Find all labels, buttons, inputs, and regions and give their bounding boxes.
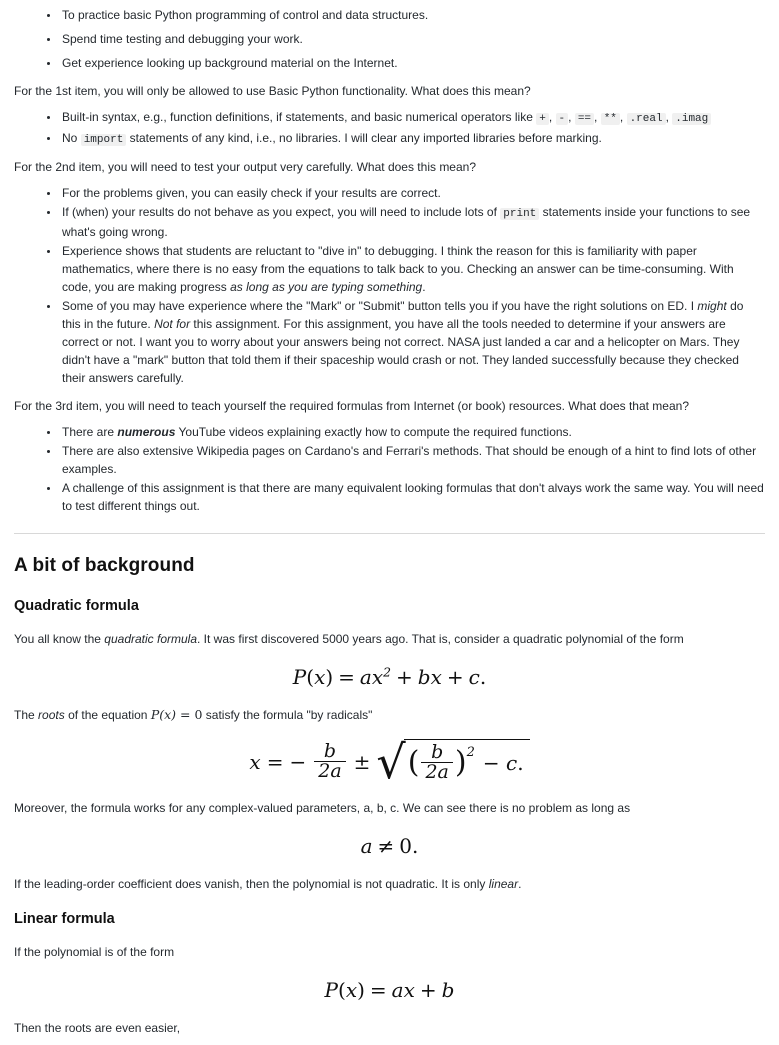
list-item xyxy=(60,423,765,441)
bullet-text-cont: YouTube videos explaining exactly how to compute the required functions. xyxy=(178,424,572,439)
item3-lead xyxy=(14,397,765,415)
emphasis-text: linear xyxy=(488,877,519,892)
paragraph-text: The xyxy=(14,707,35,722)
equation-quadratic-polynomial: $P(x) = ax^2$ + bx + c. xyxy=(292,664,487,689)
code-operator-equals: == xyxy=(575,113,594,125)
list-item xyxy=(60,442,765,478)
bullet-text-cont: do this in the future. xyxy=(62,298,744,331)
intro-bullet-list xyxy=(14,6,765,72)
list-item xyxy=(60,479,765,515)
quadratic-intro xyxy=(14,630,765,648)
paragraph-text: You all know the xyxy=(14,631,101,646)
emphasis-text: roots xyxy=(38,707,65,722)
paragraph-text: For the 3rd item, you will need to teach yourself the required formulas from Internet (or book) resources. What does that mean? xyxy=(14,398,689,413)
code-operator-minus: - xyxy=(556,113,569,125)
item2-bullet-list xyxy=(14,184,765,387)
list-item xyxy=(60,129,765,149)
bullet-text: Experience shows that students are reluctant to "dive in" to debugging. I think the reason for this is familiarity with paper mathematics, where there is no easy from the equations to talk back to you. Checking an answer can be time-consuming. With code, you are making progress xyxy=(62,243,734,294)
list-item: • Built-in syntax, e.g., function definitions, if statements, and basic numerical operators like + , - , == , ** , .real , .imag xyxy=(60,108,765,128)
emphasis-text: as long as you are typing something xyxy=(230,279,423,294)
bullet-text: Get experience looking up background material on the Internet. xyxy=(62,56,398,70)
code-operator-power: ** xyxy=(601,113,620,125)
quadratic-heading: Quadratic formula xyxy=(14,598,139,614)
bullet-text-cont: statements of any kind, i.e., no libraries. I will clear any imported libraries before marking. xyxy=(129,130,602,145)
code-operator-plus: + xyxy=(536,113,549,125)
paragraph-text: If the polynomial is of the form xyxy=(14,945,175,960)
bullet-text-cont2: this assignment. For this assignment, you have all the tools needed to determine if your answers are correct or not. I want you to worry about your answers being not correct. NASA just landed a car and a helicopter on Mars. They didn't have a "mark" button that told them if their spaceship would crash or not. They landed successfully because they checked their answers carefully. xyxy=(62,316,740,385)
linear-intro xyxy=(14,943,765,961)
emphasis-text: quadratic formula xyxy=(104,631,198,646)
list-item xyxy=(60,6,765,24)
paragraph-text: Then the roots are even easier, xyxy=(14,1021,181,1036)
document-page xyxy=(0,6,779,1037)
equation-quadratic-formula: x = − $\frac{b}{2a}$ ± √ ( $\frac{b}{2a}$ ) 2 − c. xyxy=(14,739,765,786)
bullet-text-cont: . xyxy=(422,279,426,294)
bullet-text: If (when) your results do not behave as you expect, you will need to include lots of xyxy=(62,205,497,219)
list-item xyxy=(60,203,765,241)
quadratic-complex-note xyxy=(14,799,765,817)
quadratic-degenerate-note xyxy=(14,875,765,893)
bullet-text: There are xyxy=(62,424,115,439)
linear-heading: Linear formula xyxy=(14,911,115,928)
list-item xyxy=(60,184,765,202)
paragraph-text-cont2: satisfy the formula "by radicals" xyxy=(205,707,373,722)
bullet-text: No xyxy=(62,130,78,145)
bullet-text-cont: statements inside your functions to see what's going wrong. xyxy=(62,205,751,239)
paragraph-text: If the leading-order coefficient does vanish, then the polynomial is not quadratic. It is only xyxy=(14,877,486,892)
paragraph-text: Moreover, the formula works for any complex-valued parameters, a, b, c. We can see there is no problem as long as xyxy=(14,801,631,816)
linear-roots-text xyxy=(14,1019,765,1037)
list-item xyxy=(60,297,765,387)
bullet-text: Some of you may have experience where the "Mark" or "Submit" button tells you if you have the right solutions on ED. I xyxy=(62,298,695,313)
page-title: A bit of background xyxy=(14,554,195,576)
list-item xyxy=(60,30,765,48)
inline-equation: P(x) = 0 xyxy=(150,706,203,722)
paragraph-text: For the 2nd item, you will need to test your output very carefully. What does this mean? xyxy=(14,160,477,174)
item3-bullet-list xyxy=(14,423,765,515)
list-item xyxy=(60,242,765,296)
code-attr-real: .real xyxy=(627,113,666,125)
equation-a-nonzero: a ≠ 0. xyxy=(360,834,419,859)
emphasis-text: numerous xyxy=(117,424,176,439)
bullet-text: A challenge of this assignment is that there are many equivalent looking formulas that don't alvays work the same way. You will need to test different things out. xyxy=(62,480,764,513)
item1-lead xyxy=(14,82,765,100)
paragraph-text-cont: . xyxy=(518,877,522,892)
code-function-print: print xyxy=(500,208,539,220)
code-attr-imag: .imag xyxy=(672,113,711,125)
bullet-text: Spend time testing and debugging your work. xyxy=(62,32,303,46)
list-item xyxy=(60,54,765,72)
item2-lead xyxy=(14,158,765,176)
bullet-text: There are also extensive Wikipedia pages on Cardano's and Ferrari's methods. That should be enough of a hint to find lots of other examples. xyxy=(62,443,757,476)
item1-bullet-list xyxy=(14,108,765,148)
paragraph-text: For the 1st item, you will only be allowed to use Basic Python functionality. What does this mean? xyxy=(14,84,531,98)
paragraph-text-cont: . It was first discovered 5000 years ago. That is, consider a quadratic polynomial of the form xyxy=(197,631,684,646)
bullet-text: To practice basic Python programming of control and data structures. xyxy=(62,8,429,22)
emphasis-text: Not for xyxy=(154,316,191,331)
bullet-text: For the problems given, you can easily check if your results are correct. xyxy=(62,186,441,200)
paragraph-text-cont: of the equation xyxy=(68,707,148,722)
bullet-text: Built-in syntax, e.g., function definitions, if statements, and basic numerical operators like xyxy=(62,110,533,124)
quadratic-roots-text xyxy=(14,706,765,725)
section-divider xyxy=(14,533,765,534)
code-keyword-import: import xyxy=(81,134,127,146)
equation-linear-polynomial: P(x) = ax + b xyxy=(324,978,455,1003)
emphasis-text: might xyxy=(697,298,727,313)
